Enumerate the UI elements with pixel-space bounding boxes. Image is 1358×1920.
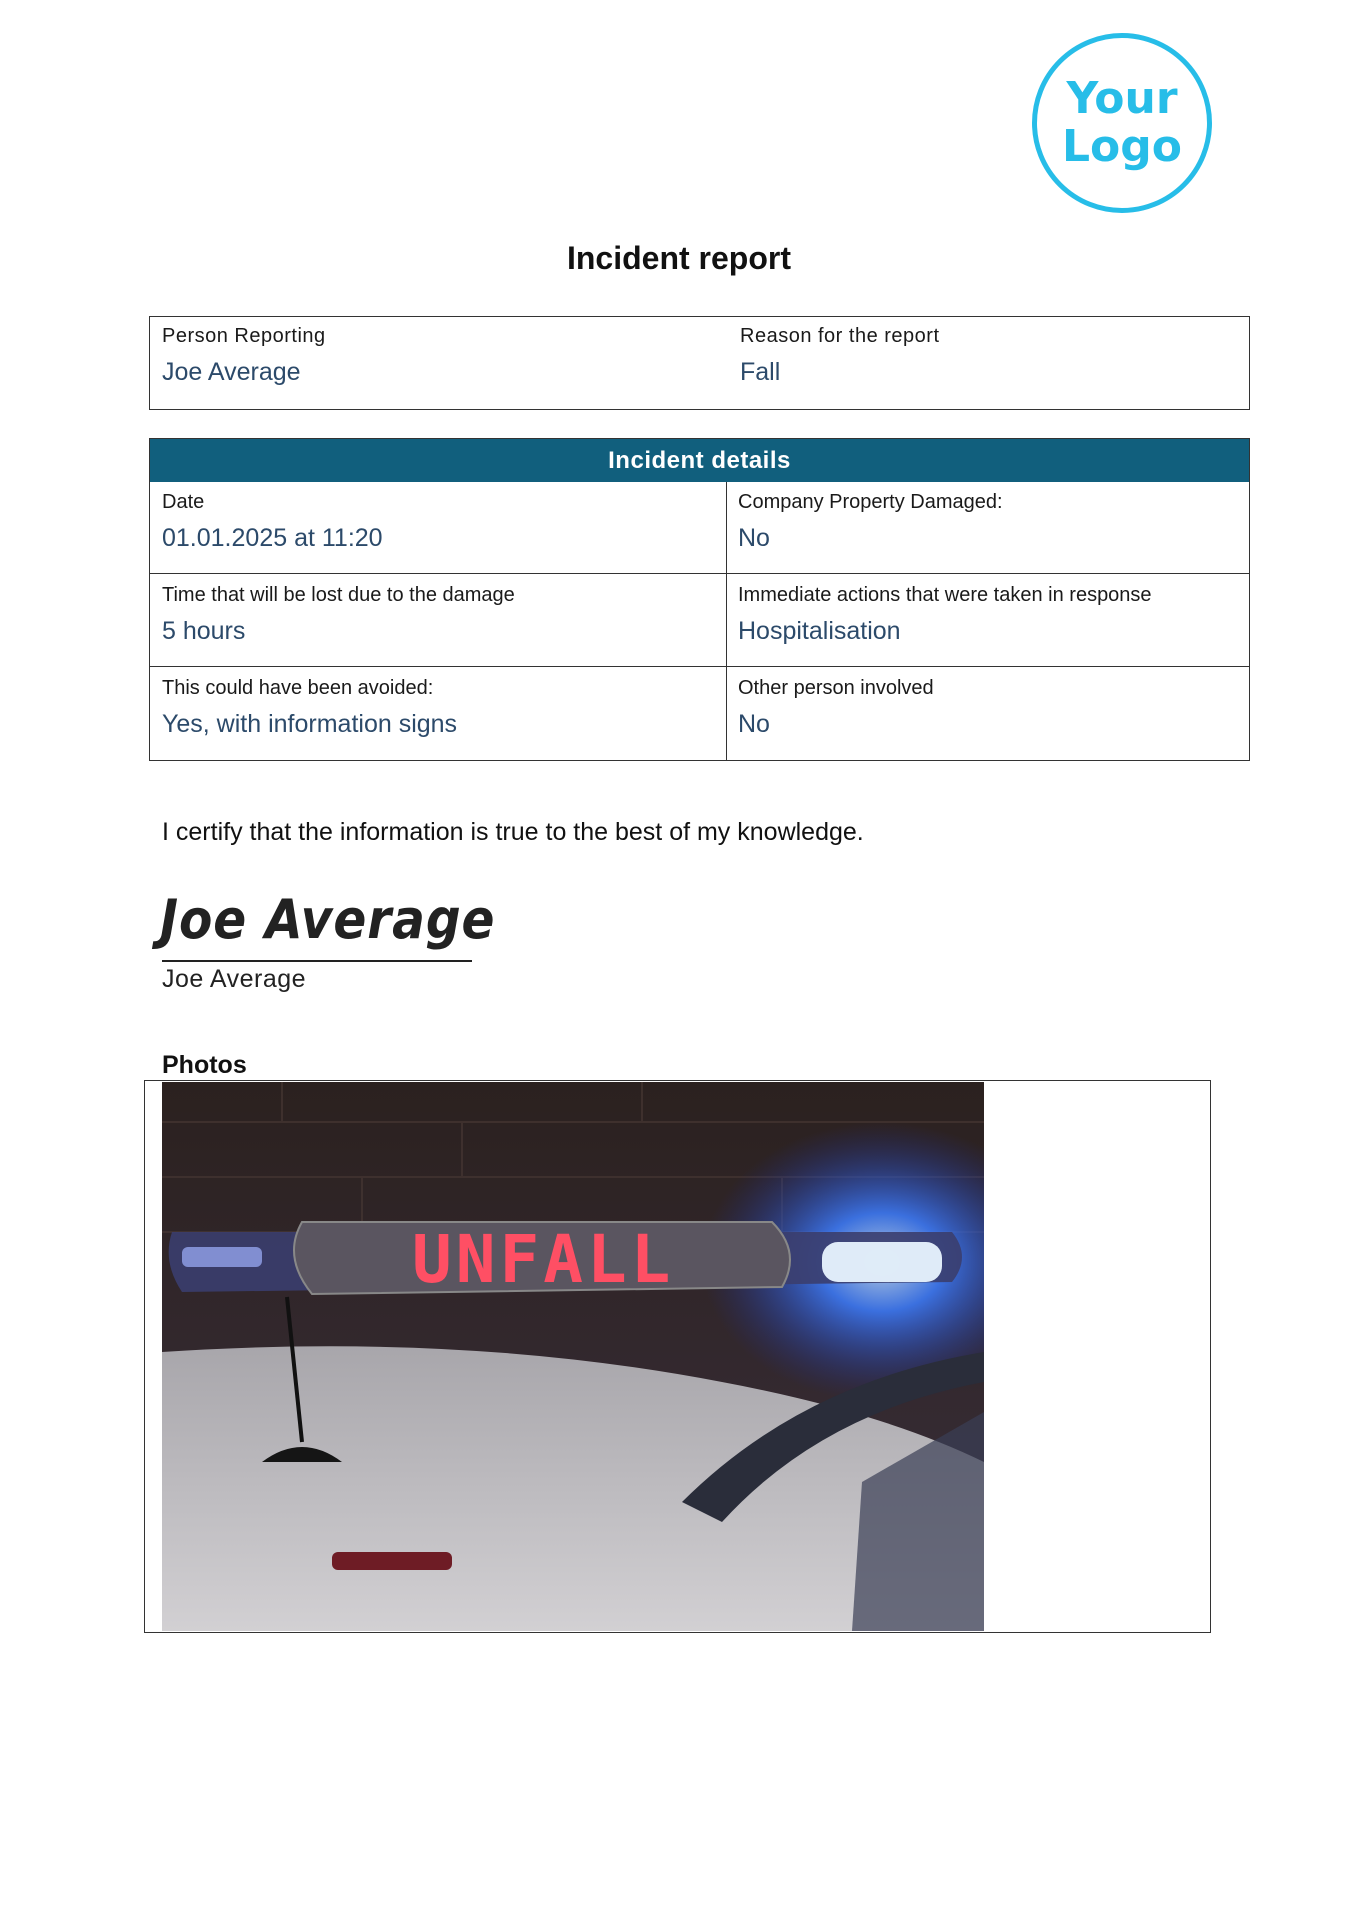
logo-line2: Logo bbox=[1062, 121, 1182, 172]
other-person-value: No bbox=[738, 710, 770, 738]
date-value: 01.01.2025 at 11:20 bbox=[162, 524, 383, 552]
person-reporting-cell bbox=[162, 325, 326, 387]
photos-heading: Photos bbox=[162, 1051, 247, 1079]
unfall-sign-text: UNFALL bbox=[412, 1221, 675, 1298]
immediate-actions-cell bbox=[738, 584, 1152, 646]
row-divider bbox=[150, 666, 1249, 667]
reason-value: Fall bbox=[740, 358, 781, 386]
other-person-label: Other person involved bbox=[738, 677, 934, 699]
date-cell bbox=[162, 491, 383, 553]
signature-name: Joe Average bbox=[162, 965, 307, 993]
person-reporting-label: Person Reporting bbox=[162, 325, 326, 347]
time-lost-cell bbox=[162, 584, 515, 646]
reason-cell bbox=[740, 325, 940, 387]
avoidable-cell bbox=[162, 677, 457, 739]
other-person-cell bbox=[738, 677, 934, 739]
avoidable-value: Yes, with information signs bbox=[162, 710, 458, 738]
column-divider bbox=[726, 482, 727, 760]
person-reporting-value: Joe Average bbox=[162, 358, 301, 386]
logo-line1: Your bbox=[1066, 72, 1178, 124]
company-logo bbox=[1032, 33, 1212, 213]
time-lost-value: 5 hours bbox=[162, 617, 246, 645]
immediate-actions-label: Immediate actions that were taken in response bbox=[738, 584, 1152, 606]
handwritten-signature: Joe Average bbox=[160, 888, 496, 951]
incident-details-table bbox=[149, 438, 1250, 761]
row-divider bbox=[150, 573, 1249, 574]
certification-statement: I certify that the information is true to the best of my knowledge. bbox=[162, 818, 864, 846]
property-damaged-value: No bbox=[738, 524, 770, 552]
property-damaged-label: Company Property Damaged: bbox=[738, 491, 1003, 513]
page-title: Incident report bbox=[566, 240, 791, 276]
avoidable-label: This could have been avoided: bbox=[162, 677, 434, 699]
property-damaged-cell bbox=[738, 491, 1003, 553]
reason-label: Reason for the report bbox=[740, 325, 940, 347]
signature-line bbox=[162, 960, 472, 962]
time-lost-label: Time that will be lost due to the damage bbox=[162, 584, 515, 606]
date-label: Date bbox=[162, 491, 205, 513]
incident-photo bbox=[162, 1082, 984, 1631]
reporter-box bbox=[149, 316, 1250, 410]
immediate-actions-value: Hospitalisation bbox=[738, 617, 901, 645]
police-car-photo-illustration bbox=[162, 1082, 984, 1631]
incident-details-header: Incident details bbox=[150, 439, 1249, 482]
